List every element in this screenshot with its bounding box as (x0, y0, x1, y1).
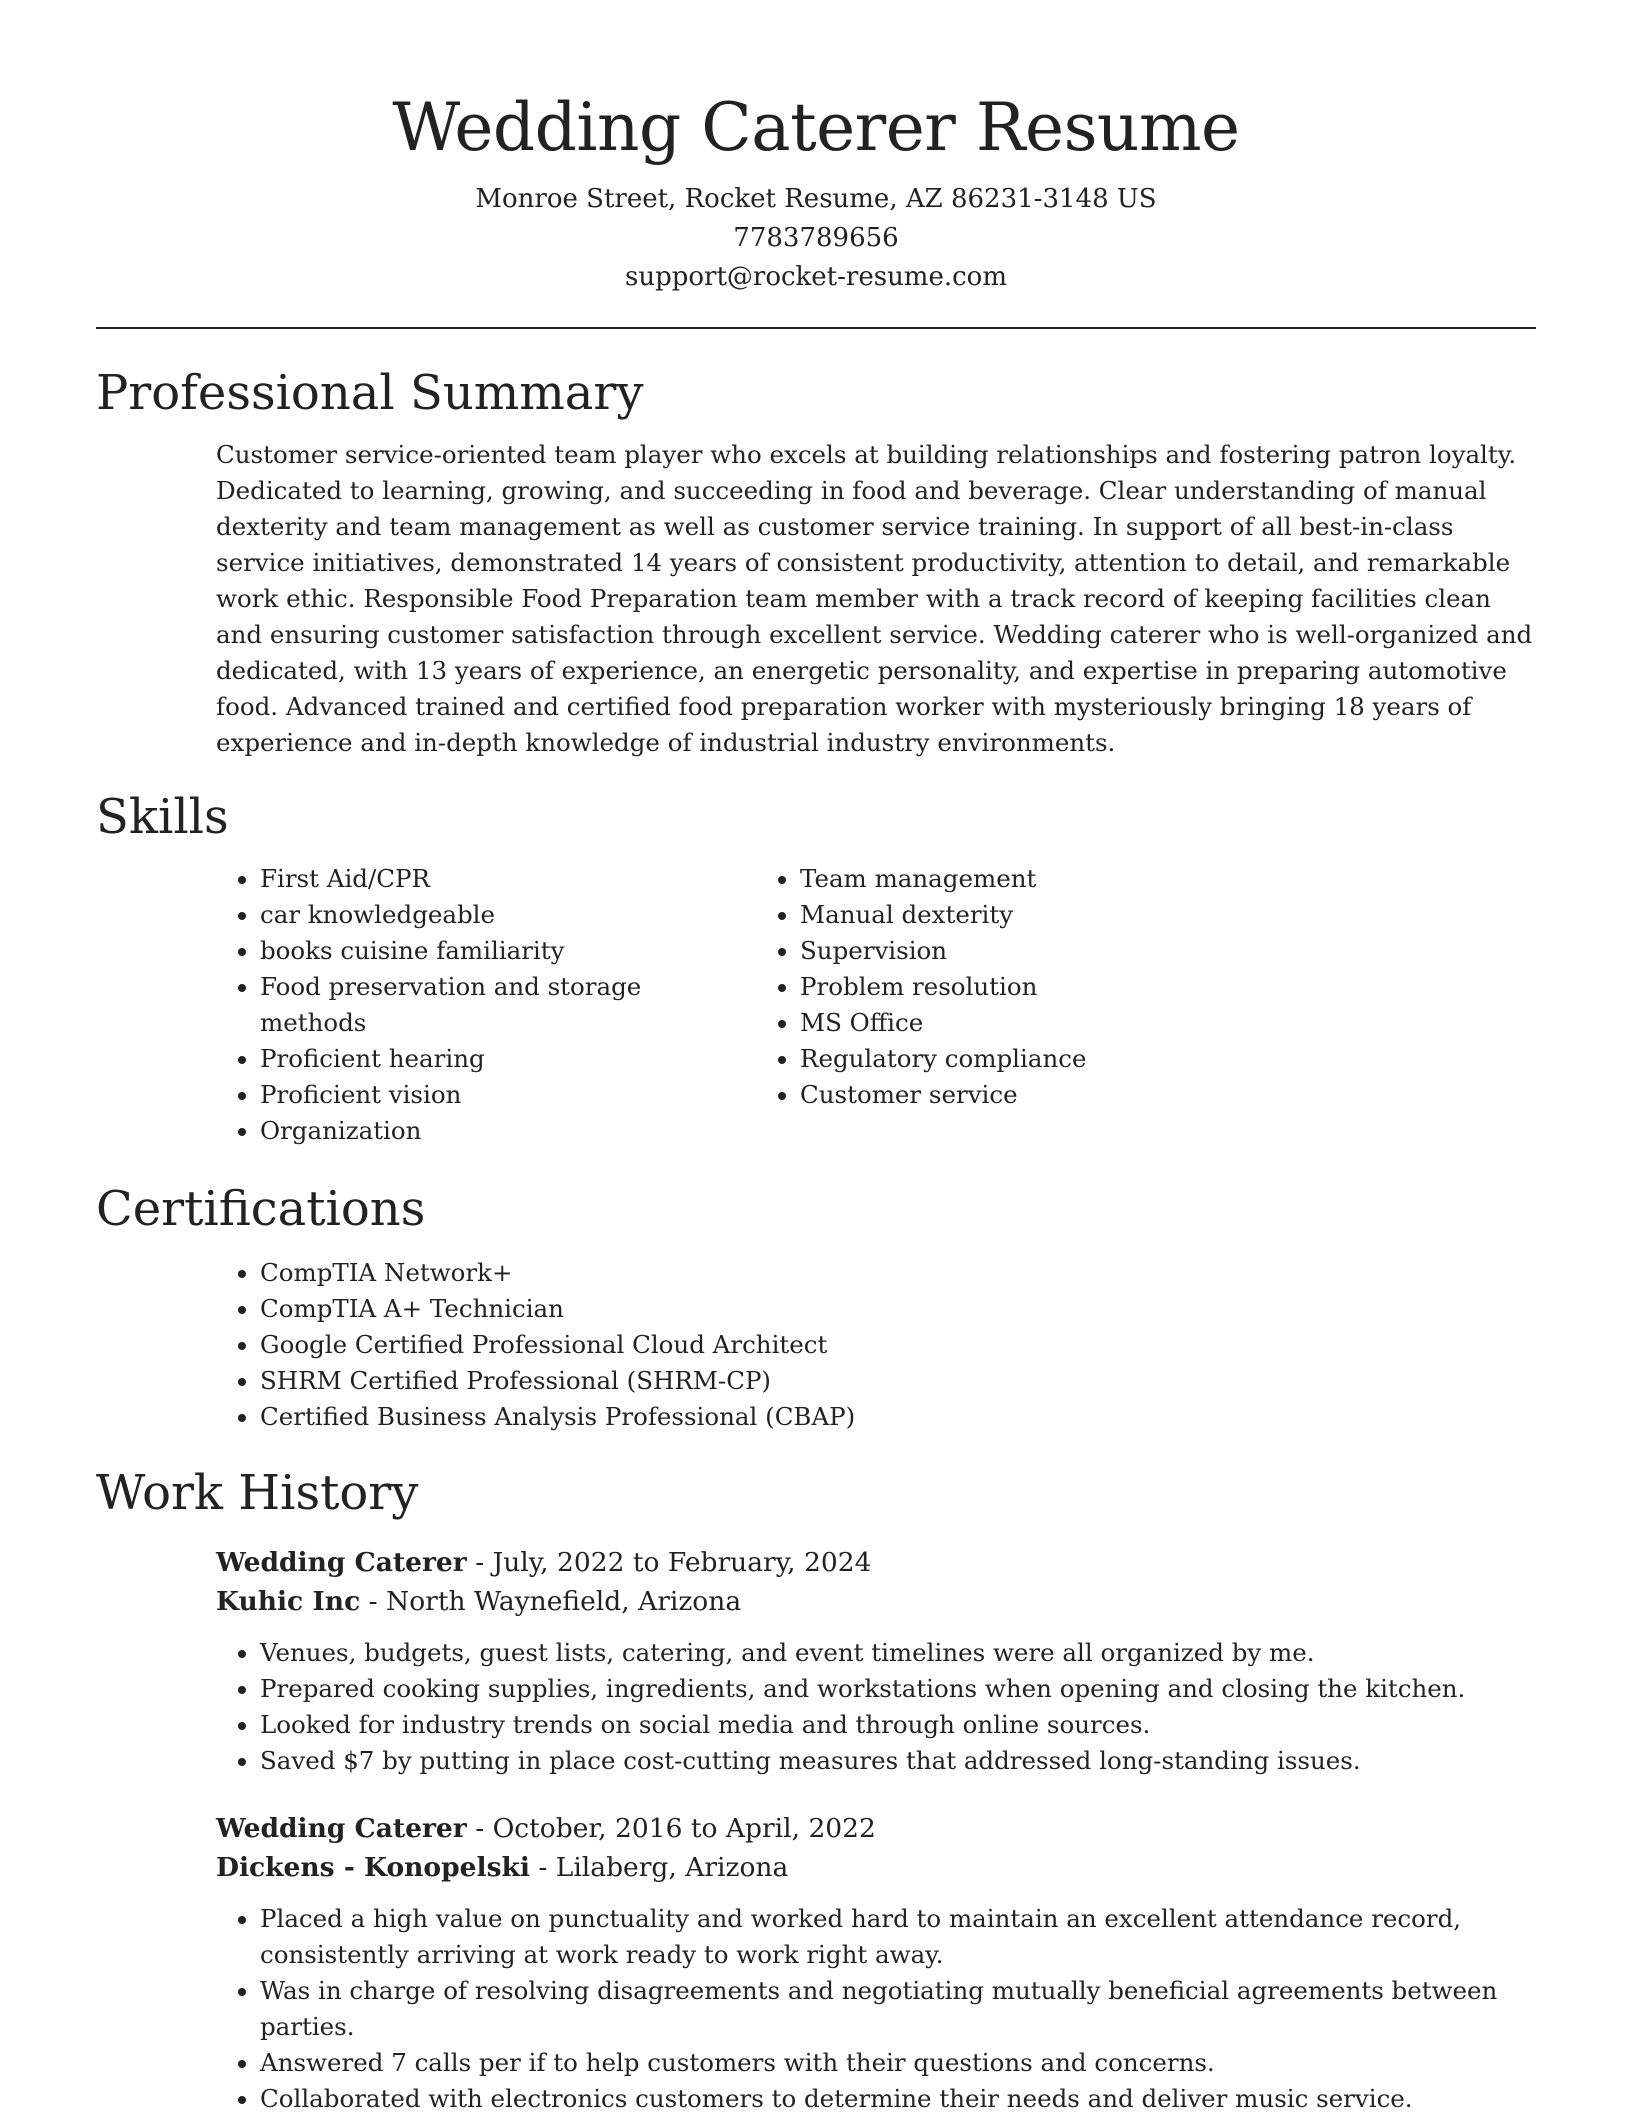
job-location: - Lilaberg, Arizona (529, 1852, 789, 1883)
job-role: Wedding Caterer (216, 1813, 467, 1844)
job-entry (216, 1809, 1536, 2117)
job-duty-item: • Answered 7 calls per if to help customers with their questions and concerns. (260, 2045, 1536, 2081)
contact-info (96, 180, 1536, 297)
job-duty-item: • Placed a high value on punctuality and worked hard to maintain an excellent attendance record, consistently arriving at work ready to work right away. (260, 1901, 1536, 1973)
job-dates: - October, 2016 to April, 2022 (466, 1813, 876, 1844)
job-duty-item: • Collaborated with electronics customers to determine their needs and deliver music service. (260, 2081, 1536, 2117)
skill-item: • Organization (260, 1113, 746, 1149)
job-company-line (216, 1582, 1536, 1621)
certification-item: • Google Certified Professional Cloud Architect (260, 1327, 1536, 1363)
skill-item: • Regulatory compliance (800, 1041, 1426, 1077)
certification-item: • Certified Business Analysis Professional (CBAP) (260, 1399, 1536, 1435)
contact-address: Monroe Street, Rocket Resume, AZ 86231-3148 US (475, 184, 1157, 214)
skills-heading: Skills (96, 789, 229, 845)
job-company-line (216, 1848, 1536, 1887)
job-role: Wedding Caterer (216, 1547, 467, 1578)
contact-phone: 7783789656 (733, 223, 899, 253)
job-duty-item: • Prepared cooking supplies, ingredients, and workstations when opening and closing the kitchen. (260, 1671, 1536, 1707)
job-dates: - July, 2022 to February, 2024 (466, 1547, 872, 1578)
header-divider (96, 327, 1536, 329)
job-location: - North Waynefield, Arizona (360, 1586, 742, 1617)
job-duties (216, 1635, 1536, 1779)
certifications-heading: Certifications (96, 1181, 426, 1237)
certification-item: • CompTIA A+ Technician (260, 1291, 1536, 1327)
skills-list (96, 861, 1536, 1149)
skill-item: • Proficient vision (260, 1077, 746, 1113)
certifications-list (96, 1255, 1536, 1435)
skills-column-left (96, 861, 746, 1149)
resume-page (96, 0, 1536, 2117)
skill-item: • Proficient hearing (260, 1041, 746, 1077)
summary-heading: Professional Summary (96, 365, 644, 421)
job-duty-item: • Looked for industry trends on social media and through online sources. (260, 1707, 1536, 1743)
resume-header (96, 0, 1536, 297)
skill-item: • First Aid/CPR (260, 861, 746, 897)
job-duty-item: • Saved $7 by putting in place cost-cutting measures that addressed long-standing issues. (260, 1743, 1536, 1779)
skill-item: • Customer service (800, 1077, 1426, 1113)
skill-item: • MS Office (800, 1005, 1426, 1041)
skill-item: • Supervision (800, 933, 1426, 969)
skill-item: • books cuisine familiarity (260, 933, 746, 969)
work-history-heading: Work History (96, 1465, 419, 1521)
skill-item: • Food preservation and storage methods (260, 969, 746, 1041)
certification-item: • SHRM Certified Professional (SHRM-CP) (260, 1363, 1536, 1399)
summary-text: Customer service-oriented team player who excels at building relationships and fostering patron loyalty. Dedicated to learning, growing, and succeeding in food and beverage. Clear understanding of manual dexterity and team management as well as customer service training. In support of all best-in-class service initiatives, demonstrated 14 years of consistent productivity, attention to detail, and remarkable work ethic. Responsible Food Preparation team member with a track record of keeping facilities clean and ensuring customer satisfaction through excellent service. Wedding caterer who is well-organized and dedicated, with 13 years of experience, an energetic personality, and expertise in preparing automotive food. Advanced trained and certified food preparation worker with mysteriously bringing 18 years of experience and in-depth knowledge of industrial industry environments. (216, 440, 1533, 757)
job-entry (216, 1543, 1536, 1779)
job-title-line (216, 1543, 1536, 1582)
skill-item: • Problem resolution (800, 969, 1426, 1005)
skill-item: • Team management (800, 861, 1426, 897)
certification-item: • CompTIA Network+ (260, 1255, 1536, 1291)
job-duties (216, 1901, 1536, 2117)
contact-email: support@rocket-resume.com (624, 262, 1007, 292)
job-duty-item: • Was in charge of resolving disagreements and negotiating mutually beneficial agreements between parties. (260, 1973, 1536, 2045)
skills-column-right (776, 861, 1426, 1149)
job-company: Dickens - Konopelski (216, 1852, 530, 1883)
skill-item: • car knowledgeable (260, 897, 746, 933)
job-title-line (216, 1809, 1536, 1848)
resume-title: Wedding Caterer Resume (392, 89, 1240, 166)
skill-item: • Manual dexterity (800, 897, 1426, 933)
job-company: Kuhic Inc (216, 1586, 361, 1617)
job-duty-item: • Venues, budgets, guest lists, catering, and event timelines were all organized by me. (260, 1635, 1536, 1671)
